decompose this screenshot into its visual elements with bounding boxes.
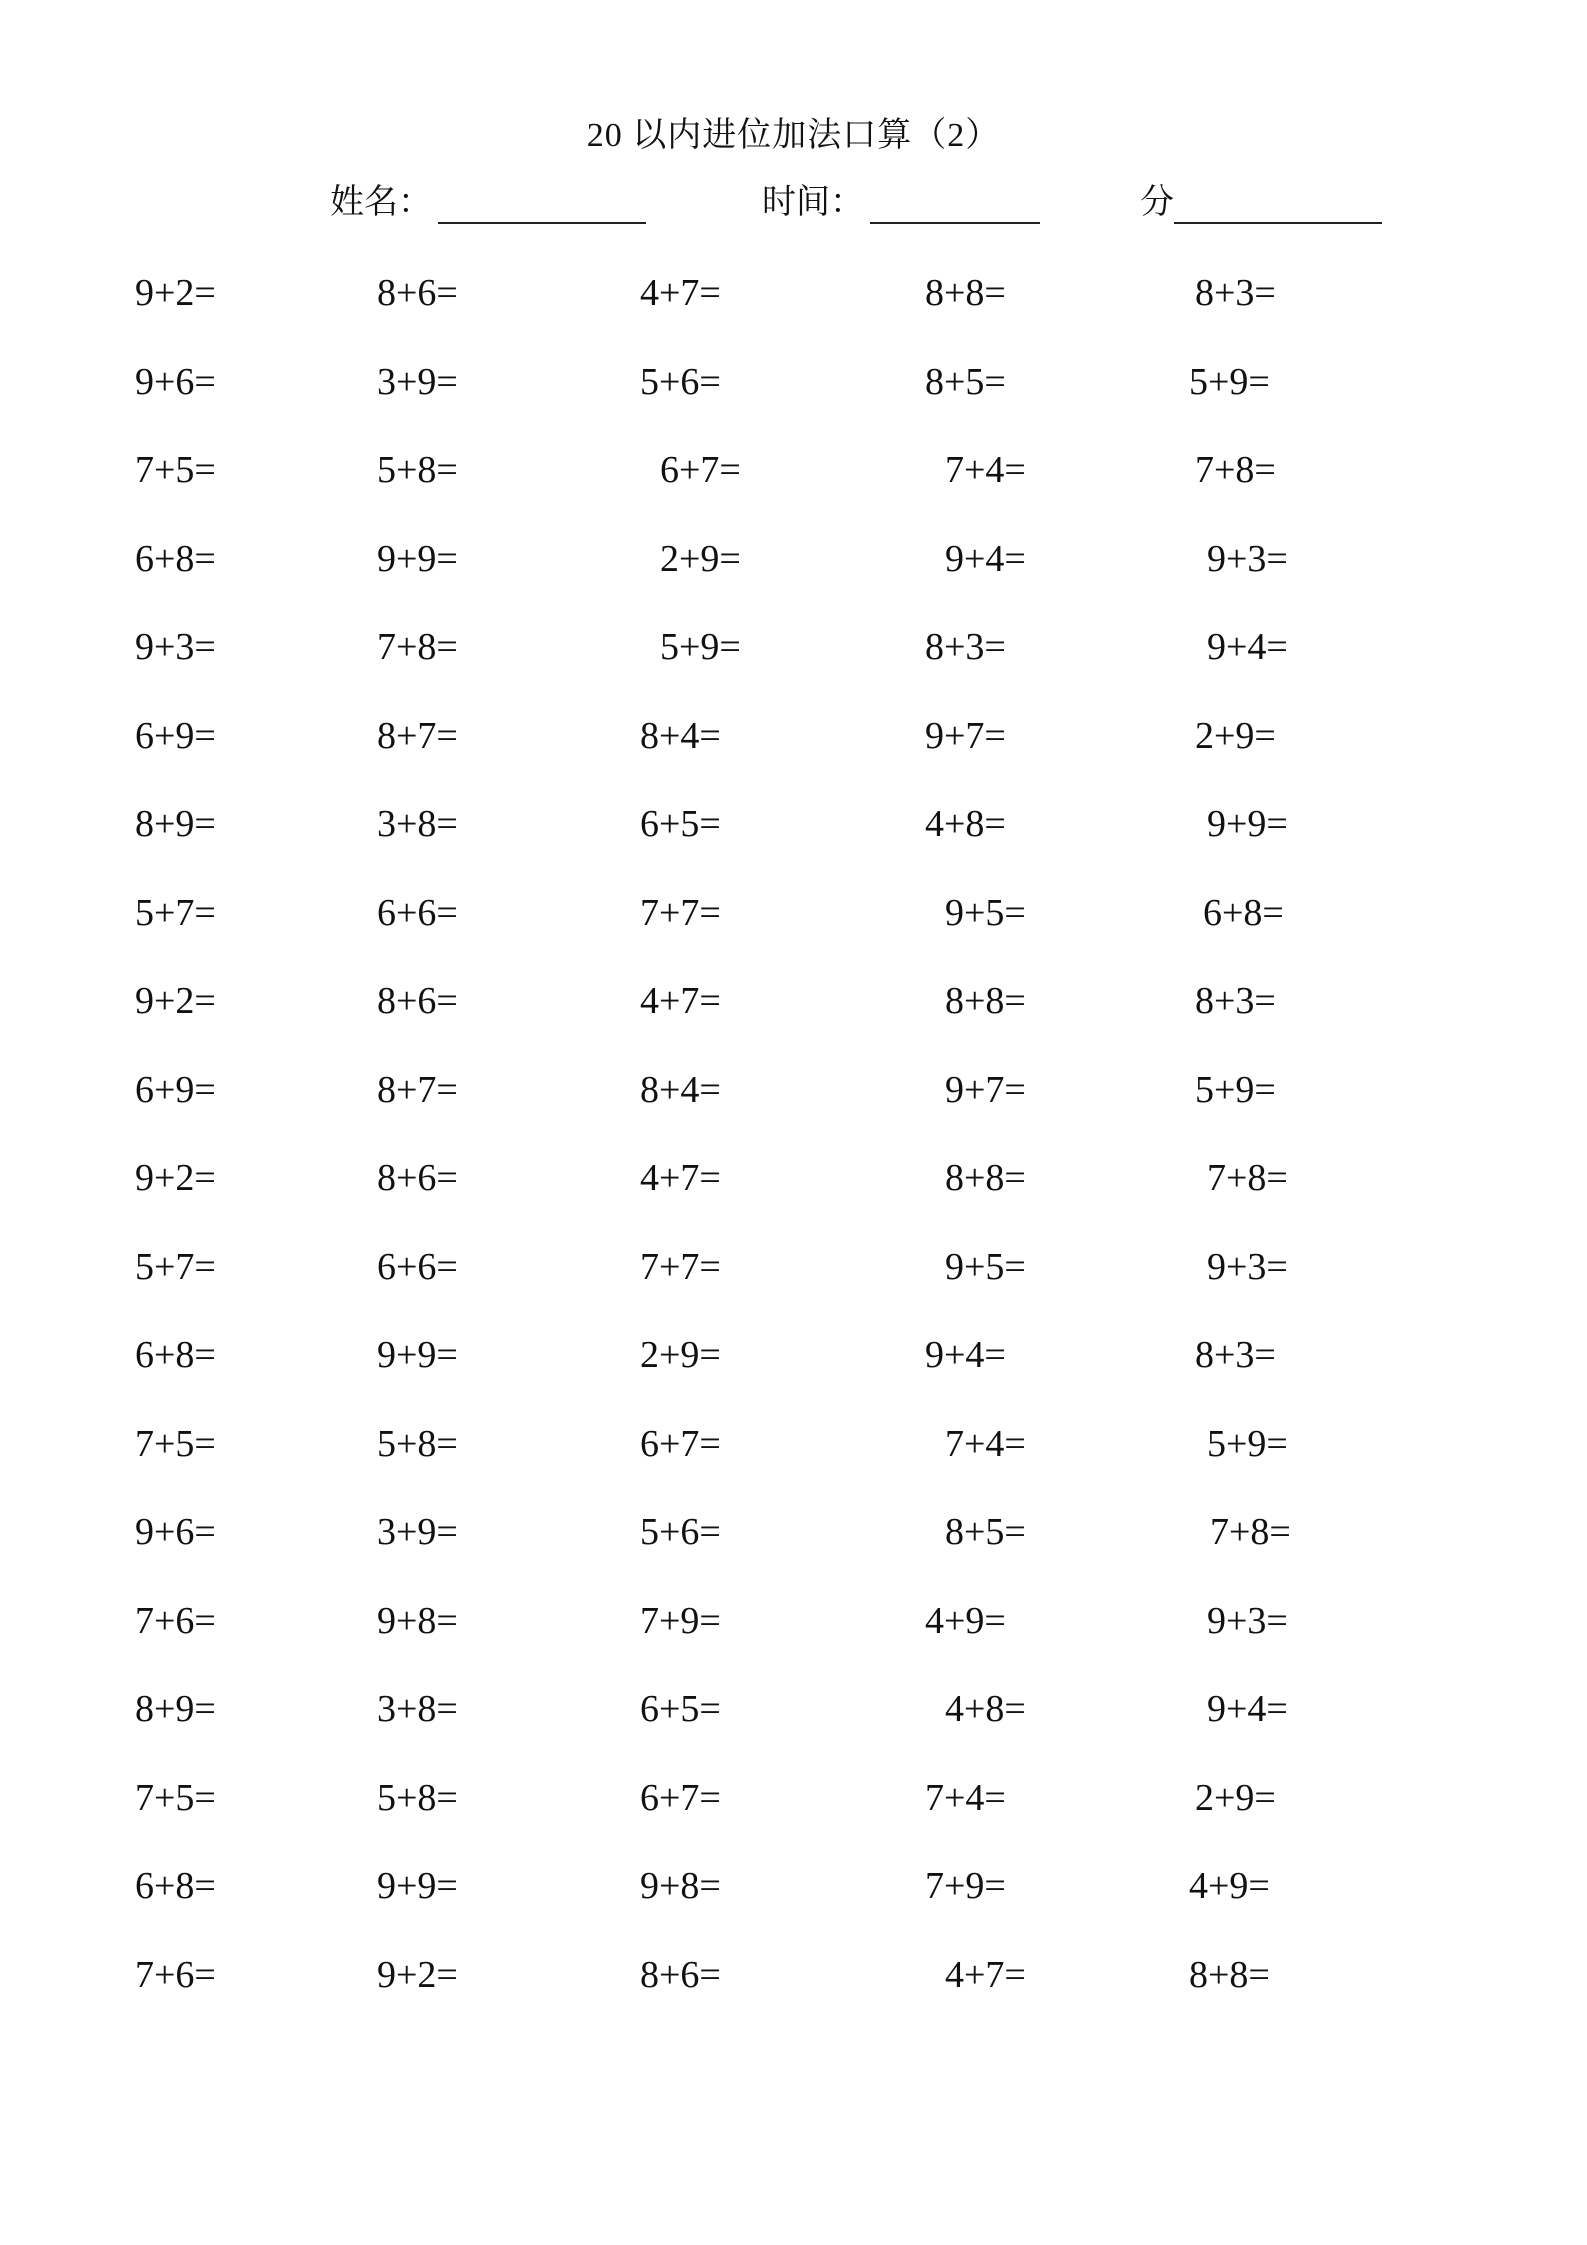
problem-r6-c1: 6+9= bbox=[135, 715, 216, 757]
problem-r19-c2: 9+9= bbox=[377, 1865, 458, 1907]
problem-r13-c4: 9+4= bbox=[925, 1334, 1006, 1376]
problem-r5-c3: 5+9= bbox=[660, 626, 741, 668]
problem-r14-c2: 5+8= bbox=[377, 1423, 458, 1465]
page-title: 20 以内进位加法口算（2） bbox=[586, 117, 1001, 154]
problem-r15-c2: 3+9= bbox=[377, 1511, 458, 1553]
problem-r16-c3: 7+9= bbox=[640, 1600, 721, 1642]
problem-r11-c3: 4+7= bbox=[640, 1157, 721, 1199]
problem-r10-c4: 9+7= bbox=[945, 1069, 1026, 1111]
problem-r17-c5: 9+4= bbox=[1207, 1688, 1288, 1730]
problem-r9-c2: 8+6= bbox=[377, 980, 458, 1022]
problem-r7-c4: 4+8= bbox=[925, 803, 1006, 845]
problem-r10-c3: 8+4= bbox=[640, 1069, 721, 1111]
problem-r10-c2: 8+7= bbox=[377, 1069, 458, 1111]
problem-r19-c1: 6+8= bbox=[135, 1865, 216, 1907]
problem-r13-c2: 9+9= bbox=[377, 1334, 458, 1376]
problem-r3-c2: 5+8= bbox=[377, 449, 458, 491]
problem-r14-c1: 7+5= bbox=[135, 1423, 216, 1465]
problem-r18-c4: 7+4= bbox=[925, 1777, 1006, 1819]
problem-r17-c2: 3+8= bbox=[377, 1688, 458, 1730]
problem-r19-c4: 7+9= bbox=[925, 1865, 1006, 1907]
time-label: 时间： bbox=[762, 184, 864, 221]
problem-r13-c1: 6+8= bbox=[135, 1334, 216, 1376]
problem-r4-c4: 9+4= bbox=[945, 538, 1026, 580]
problem-r1-c5: 8+3= bbox=[1195, 272, 1276, 314]
problem-r12-c5: 9+3= bbox=[1207, 1246, 1288, 1288]
problem-r7-c1: 8+9= bbox=[135, 803, 216, 845]
problem-r2-c4: 8+5= bbox=[925, 361, 1006, 403]
problem-r13-c5: 8+3= bbox=[1195, 1334, 1276, 1376]
name-label: 姓名： bbox=[330, 184, 432, 221]
problem-r8-c4: 9+5= bbox=[945, 892, 1026, 934]
problem-r13-c3: 2+9= bbox=[640, 1334, 721, 1376]
problem-r4-c1: 6+8= bbox=[135, 538, 216, 580]
problem-r7-c5: 9+9= bbox=[1207, 803, 1288, 845]
problem-r18-c2: 5+8= bbox=[377, 1777, 458, 1819]
problem-r5-c1: 9+3= bbox=[135, 626, 216, 668]
problem-r12-c3: 7+7= bbox=[640, 1246, 721, 1288]
problem-r9-c5: 8+3= bbox=[1195, 980, 1276, 1022]
problem-r20-c2: 9+2= bbox=[377, 1954, 458, 1996]
problem-r15-c1: 9+6= bbox=[135, 1511, 216, 1553]
problem-r8-c5: 6+8= bbox=[1203, 892, 1284, 934]
problem-r9-c1: 9+2= bbox=[135, 980, 216, 1022]
score-label: 分 bbox=[1140, 184, 1174, 221]
problem-r4-c5: 9+3= bbox=[1207, 538, 1288, 580]
problem-r11-c1: 9+2= bbox=[135, 1157, 216, 1199]
problem-r11-c4: 8+8= bbox=[945, 1157, 1026, 1199]
problem-r6-c3: 8+4= bbox=[640, 715, 721, 757]
problem-r16-c4: 4+9= bbox=[925, 1600, 1006, 1642]
problem-r3-c5: 7+8= bbox=[1195, 449, 1276, 491]
problem-r18-c5: 2+9= bbox=[1195, 1777, 1276, 1819]
problem-r5-c4: 8+3= bbox=[925, 626, 1006, 668]
problem-r2-c5: 5+9= bbox=[1189, 361, 1270, 403]
problem-r11-c5: 7+8= bbox=[1207, 1157, 1288, 1199]
problem-r2-c2: 3+9= bbox=[377, 361, 458, 403]
problem-r12-c1: 5+7= bbox=[135, 1246, 216, 1288]
problem-r9-c4: 8+8= bbox=[945, 980, 1026, 1022]
problem-r12-c2: 6+6= bbox=[377, 1246, 458, 1288]
problem-r1-c3: 4+7= bbox=[640, 272, 721, 314]
problem-r4-c2: 9+9= bbox=[377, 538, 458, 580]
problem-r2-c3: 5+6= bbox=[640, 361, 721, 403]
problem-r4-c3: 2+9= bbox=[660, 538, 741, 580]
problem-r2-c1: 9+6= bbox=[135, 361, 216, 403]
problem-r14-c5: 5+9= bbox=[1207, 1423, 1288, 1465]
problem-r7-c3: 6+5= bbox=[640, 803, 721, 845]
problem-r11-c2: 8+6= bbox=[377, 1157, 458, 1199]
problem-r18-c1: 7+5= bbox=[135, 1777, 216, 1819]
problem-r1-c2: 8+6= bbox=[377, 272, 458, 314]
problem-r8-c2: 6+6= bbox=[377, 892, 458, 934]
problem-r3-c4: 7+4= bbox=[945, 449, 1026, 491]
problem-r3-c1: 7+5= bbox=[135, 449, 216, 491]
problem-r20-c5: 8+8= bbox=[1189, 1954, 1270, 1996]
problem-r20-c1: 7+6= bbox=[135, 1954, 216, 1996]
problem-r7-c2: 3+8= bbox=[377, 803, 458, 845]
problem-r10-c5: 5+9= bbox=[1195, 1069, 1276, 1111]
problem-r6-c2: 8+7= bbox=[377, 715, 458, 757]
problem-r14-c3: 6+7= bbox=[640, 1423, 721, 1465]
problem-r15-c5: 7+8= bbox=[1210, 1511, 1291, 1553]
problem-r6-c5: 2+9= bbox=[1195, 715, 1276, 757]
problem-r1-c4: 8+8= bbox=[925, 272, 1006, 314]
problem-r19-c3: 9+8= bbox=[640, 1865, 721, 1907]
problem-r5-c2: 7+8= bbox=[377, 626, 458, 668]
problem-r12-c4: 9+5= bbox=[945, 1246, 1026, 1288]
problem-r20-c4: 4+7= bbox=[945, 1954, 1026, 1996]
problem-r17-c1: 8+9= bbox=[135, 1688, 216, 1730]
problem-r8-c1: 5+7= bbox=[135, 892, 216, 934]
problem-r16-c2: 9+8= bbox=[377, 1600, 458, 1642]
problem-r1-c1: 9+2= bbox=[135, 272, 216, 314]
problem-r3-c3: 6+7= bbox=[660, 449, 741, 491]
problem-r17-c4: 4+8= bbox=[945, 1688, 1026, 1730]
problem-r9-c3: 4+7= bbox=[640, 980, 721, 1022]
problem-r16-c5: 9+3= bbox=[1207, 1600, 1288, 1642]
problem-r17-c3: 6+5= bbox=[640, 1688, 721, 1730]
problem-r14-c4: 7+4= bbox=[945, 1423, 1026, 1465]
problem-r6-c4: 9+7= bbox=[925, 715, 1006, 757]
problem-r15-c3: 5+6= bbox=[640, 1511, 721, 1553]
problem-r5-c5: 9+4= bbox=[1207, 626, 1288, 668]
problem-r15-c4: 8+5= bbox=[945, 1511, 1026, 1553]
problem-r10-c1: 6+9= bbox=[135, 1069, 216, 1111]
problem-r16-c1: 7+6= bbox=[135, 1600, 216, 1642]
problem-r19-c5: 4+9= bbox=[1189, 1865, 1270, 1907]
problem-r20-c3: 8+6= bbox=[640, 1954, 721, 1996]
problem-r18-c3: 6+7= bbox=[640, 1777, 721, 1819]
problem-r8-c3: 7+7= bbox=[640, 892, 721, 934]
